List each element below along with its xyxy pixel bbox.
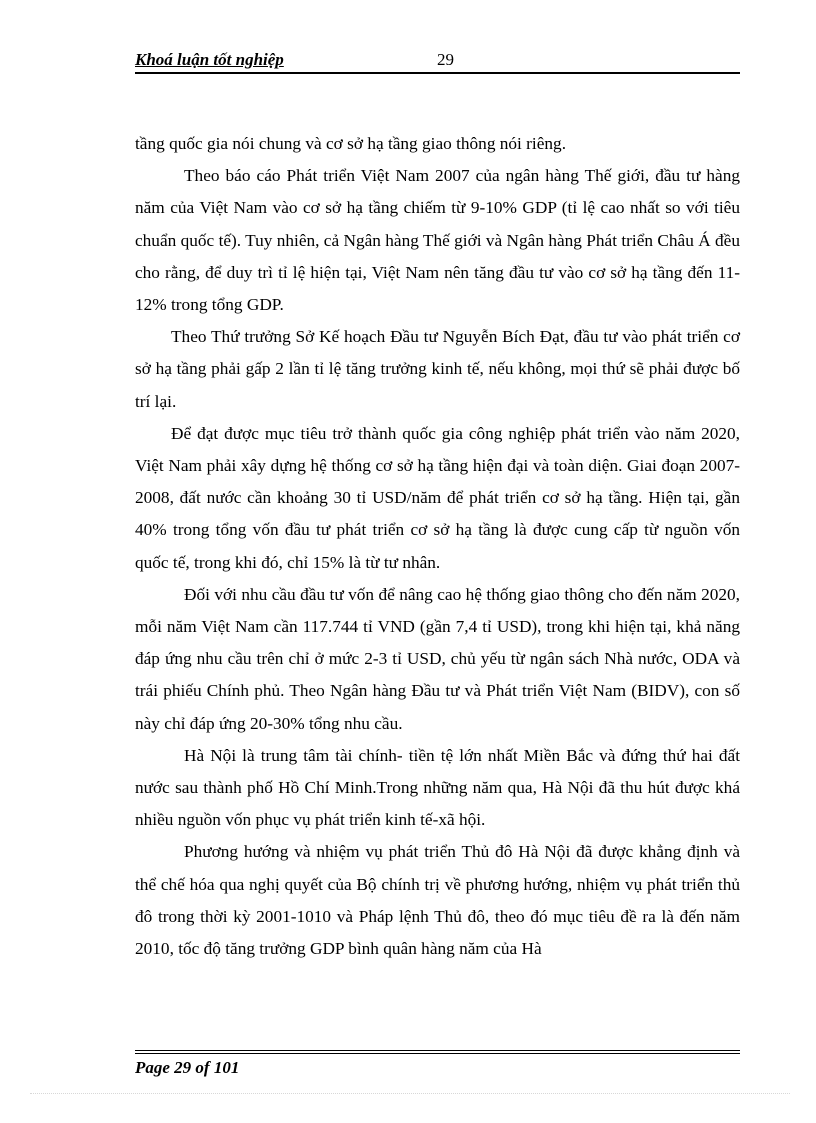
document-body [135,128,740,965]
header-page-number: 29 [437,50,454,69]
footer-page-label: Page 29 of 101 [135,1058,240,1077]
paragraph: Theo Thứ trưởng Sở Kế hoạch Đầu tư Nguyễn Bích Đạt, đầu tư vào phát triển cơ sở hạ tầng phải gấp 2 lần tỉ lệ tăng trưởng kinh tế, nếu không, mọi thứ sẽ phải được bố trí lại. [135,327,740,411]
paragraph-continuation: tầng quốc gia nói chung và cơ sở hạ tầng giao thông nói riêng. [135,134,567,153]
paragraph: Để đạt được mục tiêu trở thành quốc gia công nghiệp phát triển vào năm 2020, Việt Nam phải xây dựng hệ thống cơ sở hạ tầng hiện đại và toàn diện. Giai đoạn 2007-2008, đất nước cần khoảng 30 tỉ USD/năm để phát triển cơ sở hạ tầng. Hiện tại, gần 40% trong tổng vốn đầu tư phát triển cơ sở hạ tầng là được cung cấp từ nguồn vốn quốc tế, trong khi đó, chỉ 15% là từ tư nhân. [135,423,740,572]
paragraph: Phương hướng và nhiệm vụ phát triển Thủ đô Hà Nội đã được khẳng định và thể chế hóa qua nghị quyết của Bộ chính trị về phương hướng, nhiệm vụ phát triển thủ đô trong thời kỳ 2001-1010 và Pháp lệnh Thủ đô, theo đó mục tiêu đề ra là đến năm 2010, tốc độ tăng trưởng GDP bình quân hàng năm của Hà [135,842,740,959]
paragraph: Đối với nhu cầu đầu tư vốn để nâng cao hệ thống giao thông cho đến năm 2020, mỗi năm Việt Nam cần 117.744 tỉ VND (gần 7,4 tỉ USD), trong khi hiện tại, khả năng đáp ứng nhu cầu trên chỉ ở mức 2-3 tỉ USD, chủ yếu từ ngân sách Nhà nước, ODA và trái phiếu Chính phủ. Theo Ngân hàng Đầu tư và Phát triển Việt Nam (BIDV), con số này chỉ đáp ứng 20-30% tổng nhu cầu. [135,584,740,733]
footer-divider [135,1053,740,1054]
footer-divider [135,1050,740,1051]
page-bottom-edge [30,1093,790,1094]
paragraph: Theo báo cáo Phát triển Việt Nam 2007 của ngân hàng Thế giới, đầu tư hàng năm của Việt Nam vào cơ sở hạ tầng chiếm từ 9-10% GDP (tỉ lệ cao nhất so với tiêu chuẩn quốc tế). Tuy nhiên, cả Ngân hàng Thế giới và Ngân hàng Phát triển Châu Á đều cho rằng, để duy trì tỉ lệ hiện tại, Việt Nam nên tăng đầu tư vào cơ sở hạ tầng đến 11-12% trong tổng GDP. [135,166,740,315]
paragraph: Hà Nội là trung tâm tài chính- tiền tệ lớn nhất Miền Bắc và đứng thứ hai đất nước sau thành phố Hồ Chí Minh.Trong những năm qua, Hà Nội đã thu hút được khá nhiều nguồn vốn phục vụ phát triển kinh tế-xã hội. [135,745,740,830]
document-title: Khoá luận tốt nghiệp [135,50,284,69]
page-header [135,50,740,74]
page-footer [135,1050,740,1078]
